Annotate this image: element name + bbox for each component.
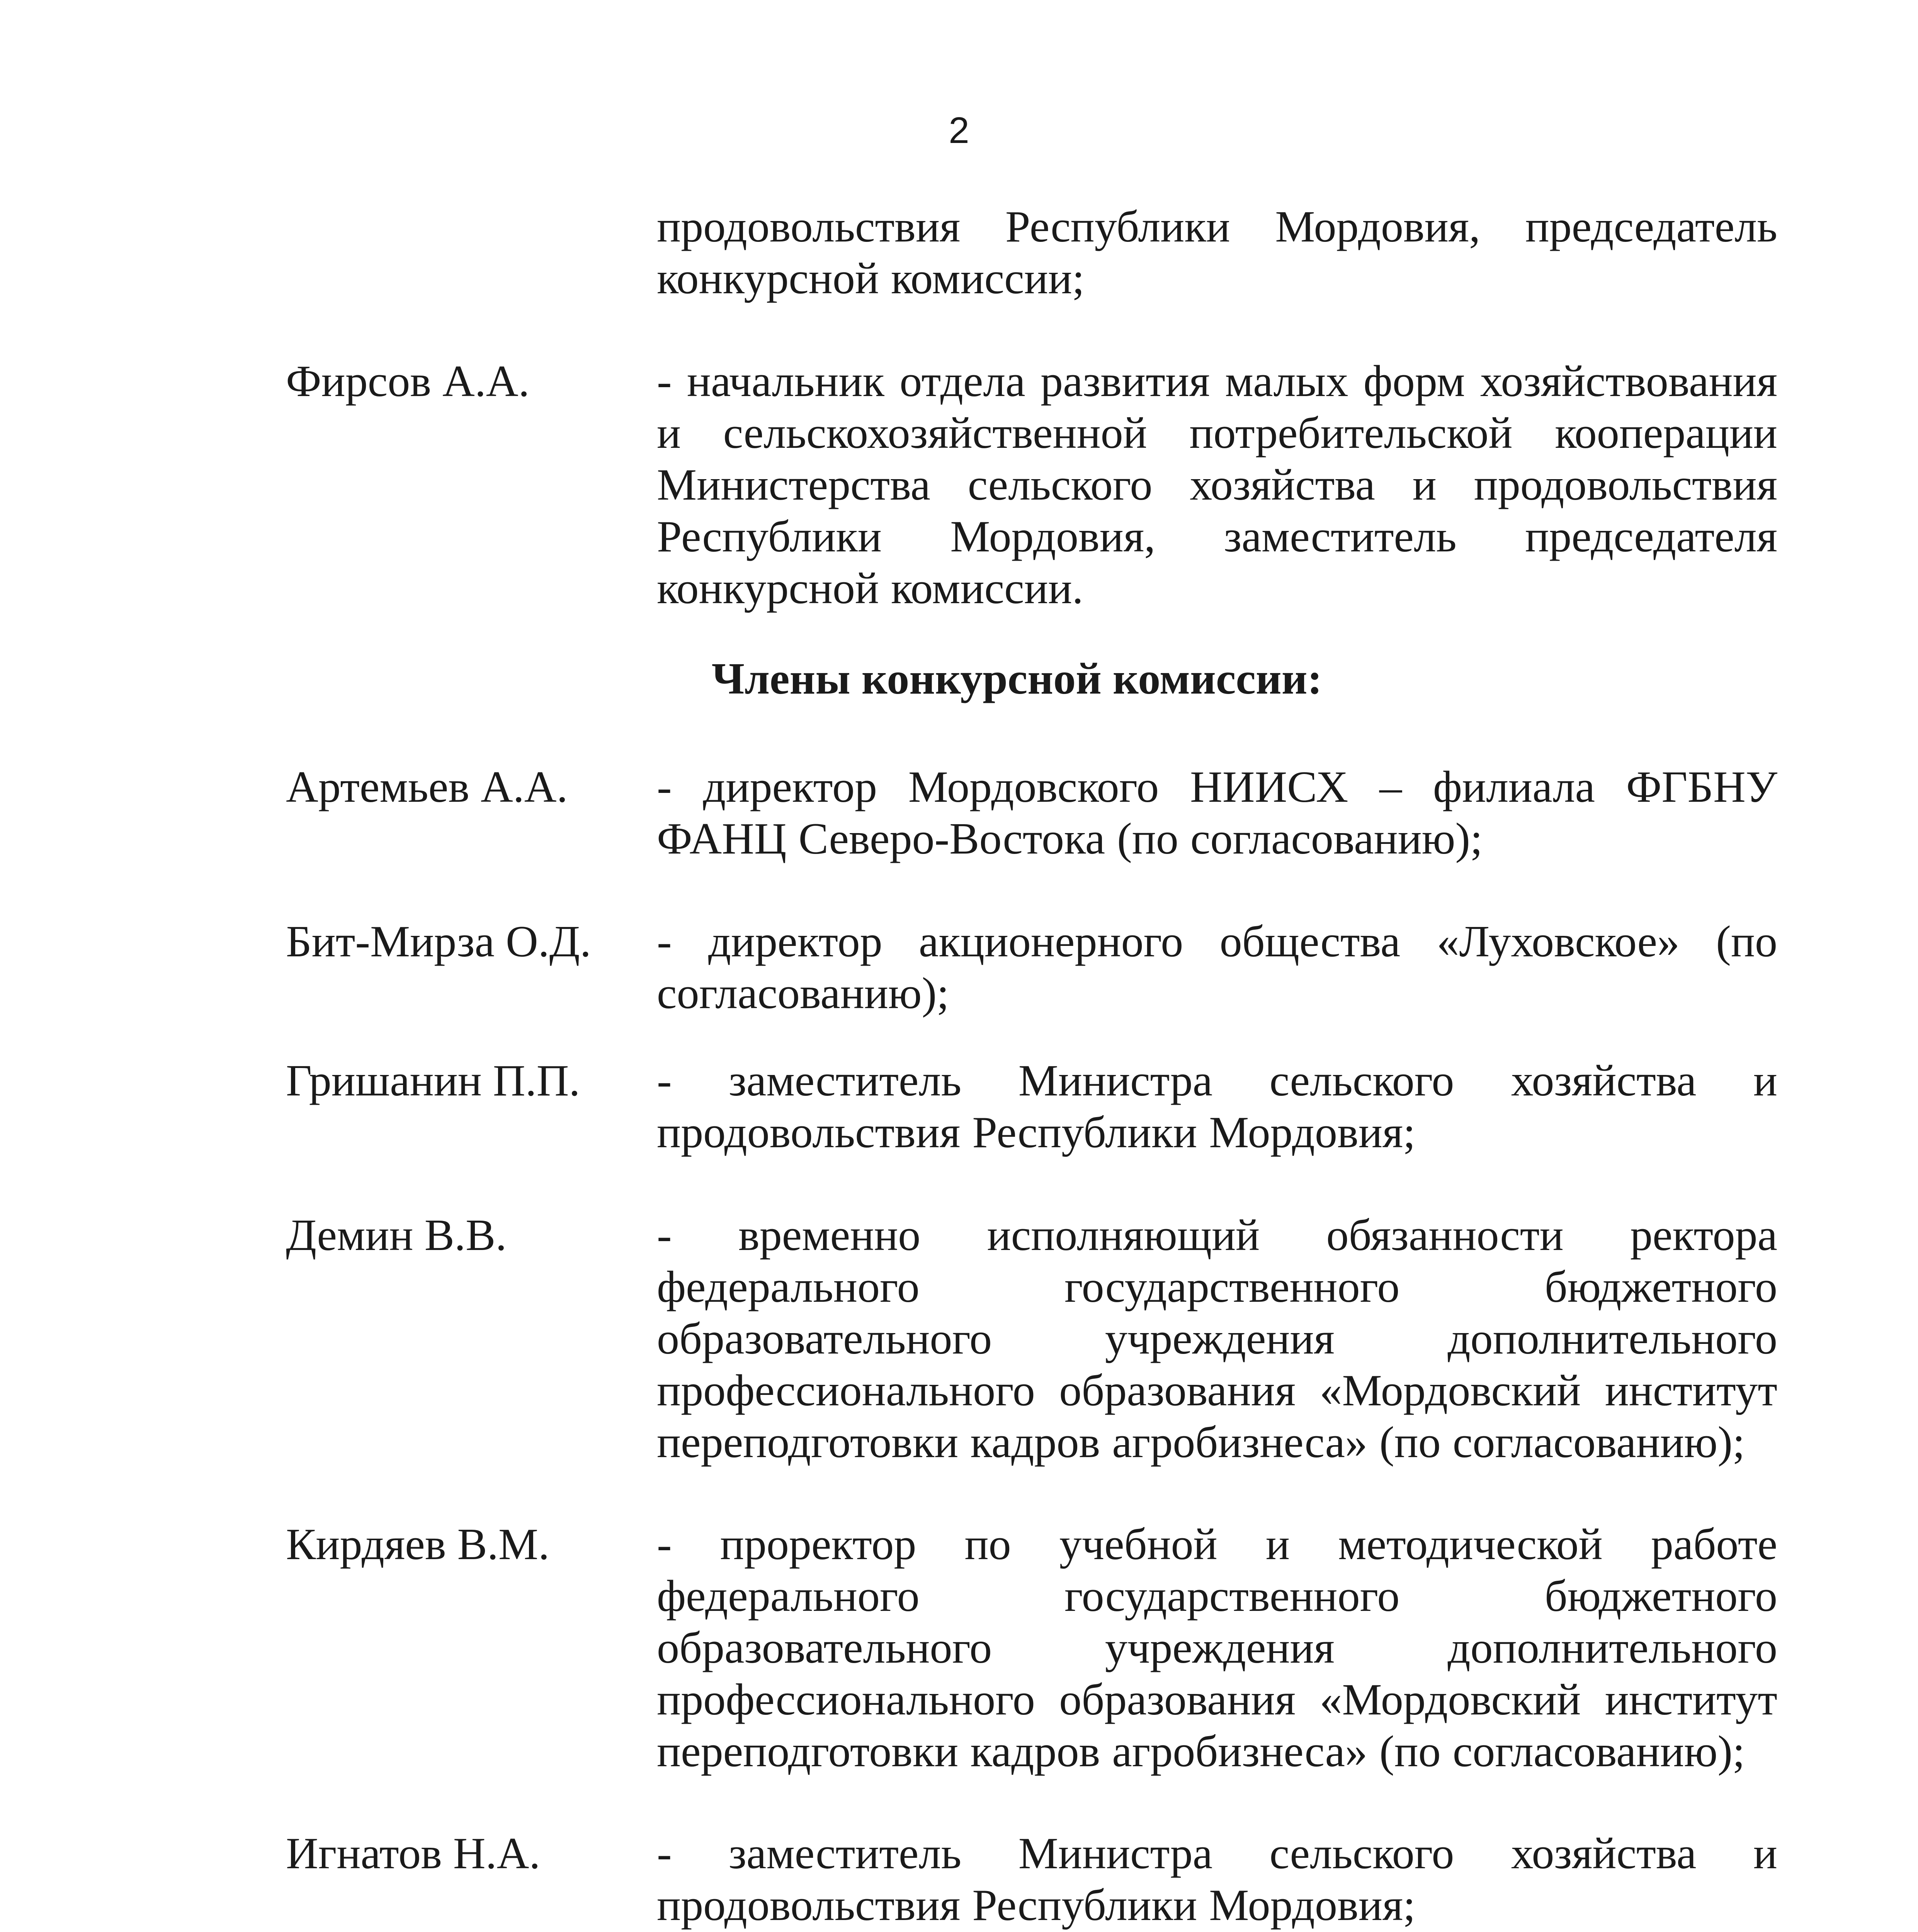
member-name: Артемьев А.А. (286, 762, 568, 812)
member-description: - временно исполняющий обязанности ректора федерального государственного бюджетного образовательного учреждения дополнительного профессионального образования «Мордовский институт переподготовки кадров агробизнеса» (по согласованию); (657, 1211, 1777, 1467)
deputy-entry (286, 355, 1777, 614)
member-entry (286, 1055, 1777, 1158)
deputy-name: Фирсов А.А. (286, 357, 530, 406)
member-entry (286, 761, 1777, 865)
page-number: 2 (949, 110, 969, 151)
member-name: Демин В.В. (286, 1211, 507, 1260)
member-description: - заместитель Министра сельского хозяйства и продовольствия Республики Мордовия; (657, 1829, 1777, 1930)
members-heading: Члены конкурсной комиссии: (711, 654, 1323, 704)
member-description: - директор Мордовского НИИСХ – филиала ФГБНУ ФАНЦ Северо-Востока (по согласованию); (657, 762, 1777, 864)
member-name: Кирдяев В.М. (286, 1520, 550, 1569)
member-entry (286, 1519, 1777, 1777)
member-description: - заместитель Министра сельского хозяйства и продовольствия Республики Мордовия; (657, 1056, 1777, 1157)
continuation-text: продовольствия Республики Мордовия, председатель конкурсной комиссии; (657, 202, 1777, 303)
continuation-entry (286, 201, 1777, 304)
member-entry (286, 916, 1777, 1019)
member-description: - проректор по учебной и методической работе федерального государственного бюджетного образовательного учреждения дополнительного профессионального образования «Мордовский институт переподготовки кадров агробизнеса» (по согласованию); (657, 1520, 1777, 1776)
member-name: Бит-Мирза О.Д. (286, 917, 591, 966)
member-entry (286, 1828, 1777, 1931)
member-entry (286, 1209, 1777, 1468)
member-name: Игнатов Н.А. (286, 1829, 541, 1878)
deputy-description: - начальник отдела развития малых форм хозяйствования и сельскохозяйственной потребительской кооперации Министерства сельского хозяйства и продовольствия Республики Мордовия, заместитель председателя конкурсной комиссии. (657, 357, 1777, 613)
member-name: Гришанин П.П. (286, 1056, 580, 1105)
member-description: - директор акционерного общества «Луховское» (по согласованию); (657, 917, 1777, 1018)
